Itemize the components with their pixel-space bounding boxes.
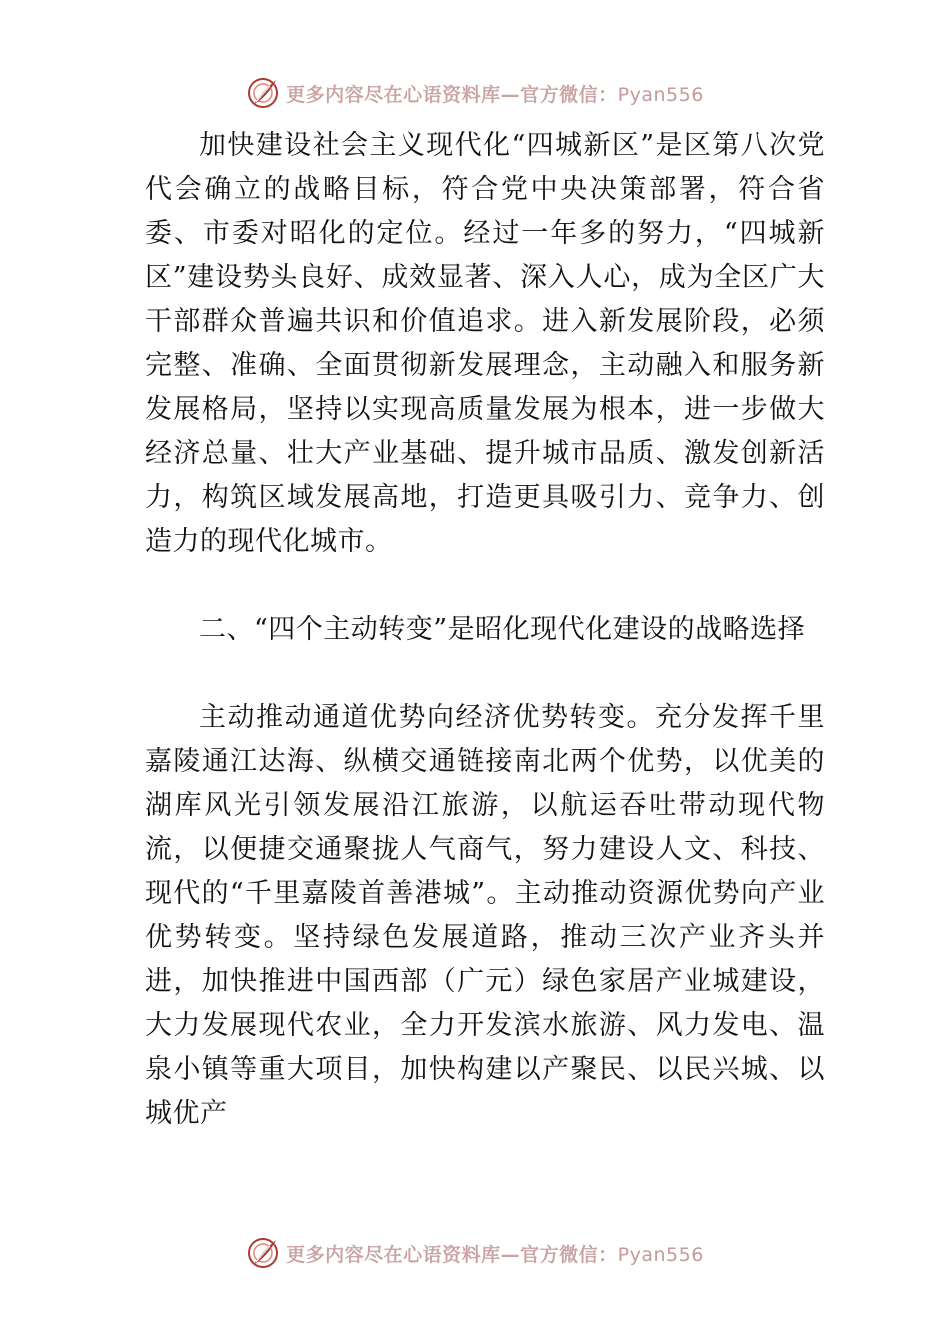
footer-watermark: [0, 1233, 950, 1273]
section-heading: 二、“四个主动转变”是昭化现代化建设的战略选择: [199, 614, 806, 645]
paragraph: 加快建设社会主义现代化“四城新区”是区第八次党代会确立的战略目标，符合党中央决策部署，符合省委、市委对昭化的定位。经过一年多的努力，“四城新区”建设势头良好、成效显著、深入人心，成为全区广大干部群众普遍共识和价值追求。进入新发展阶段，必须完整、准确、全面贯彻新发展理念，主动融入和服务新发展格局，坚持以实现高质量发展为根本，进一步做大经济总量、壮大产业基础、提升城市品质、激发创新活力，构筑区域发展高地，打造更具吸引力、竞争力、创造力的现代化城市。: [145, 130, 825, 557]
watermark-text: 更多内容尽在心语资料库—官方微信：Pyan556: [286, 1243, 704, 1266]
watermark-text: 更多内容尽在心语资料库—官方微信：Pyan556: [286, 83, 704, 106]
header-watermark: [0, 73, 950, 113]
feather-logo-icon: [246, 76, 280, 110]
feather-logo-icon: [246, 1236, 280, 1270]
paragraph: 主动推动通道优势向经济优势转变。充分发挥千里嘉陵通江达海、纵横交通链接南北两个优势，以优美的湖库风光引领发展沿江旅游，以航运吞吐带动现代物流，以便捷交通聚拢人气商气，努力建设人文、科技、现代的“千里嘉陵首善港城”。主动推动资源优势向产业优势转变。坚持绿色发展道路，推动三次产业齐头并进，加快推进中国西部（广元）绿色家居产业城建设，大力发展现代农业，全力开发滨水旅游、风力发电、温泉小镇等重大项目，加快构建以产聚民、以民兴城、以城优产: [145, 702, 825, 1129]
document-body: [145, 124, 825, 1136]
